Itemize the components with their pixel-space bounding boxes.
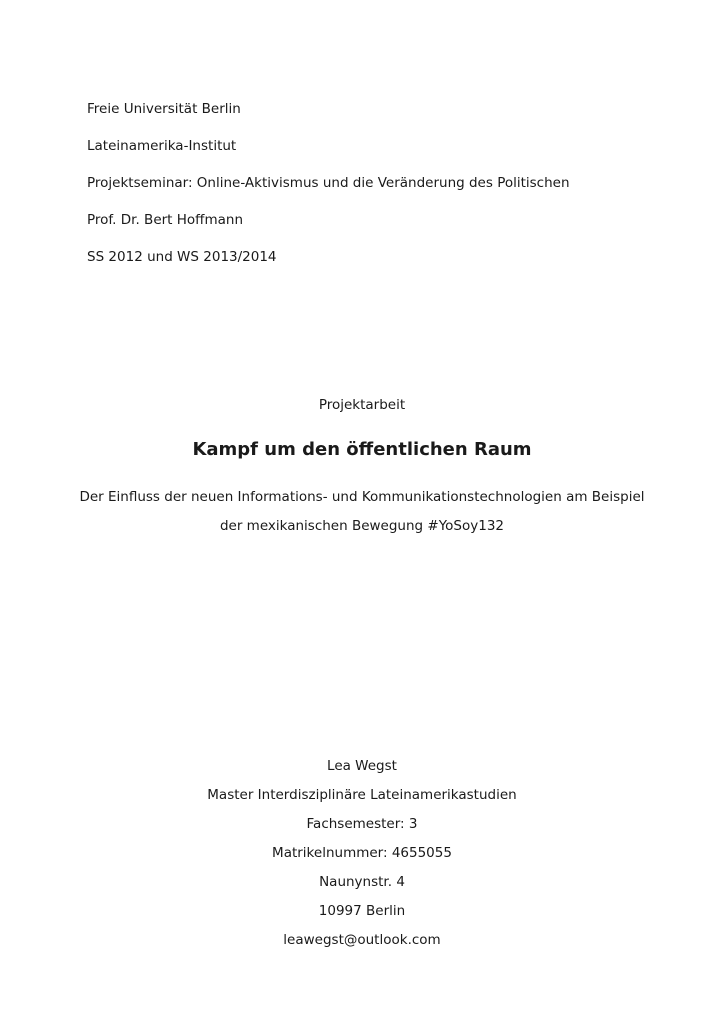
street-address: Naunynstr. 4 [319, 874, 405, 890]
seminar-name: Projektseminar: Online-Aktivismus und die Veränderung des Politischen [87, 175, 570, 191]
author-info [0, 757, 724, 960]
professor-name: Prof. Dr. Bert Hoffmann [87, 212, 244, 228]
city-address: 10997 Berlin [318, 903, 406, 919]
document-type: Projektarbeit [318, 397, 406, 413]
university-name: Freie Universität Berlin [87, 101, 241, 117]
matriculation-number: Matrikelnummer: 4655055 [272, 845, 452, 861]
email-address: leawegst@outlook.com [283, 932, 441, 948]
institution-header [87, 100, 570, 285]
semester-period: SS 2012 und WS 2013/2014 [87, 249, 277, 265]
subtitle-line-1: Der Einfluss der neuen Informations- und Kommunikationstechnologien am Beispiel [79, 489, 645, 505]
document-title: Kampf um den öffentlichen Raum [192, 439, 532, 460]
subtitle-line-2: der mexikanischen Bewegung #YoSoy132 [219, 518, 505, 534]
study-program: Master Interdisziplinäre Lateinamerikastudien [207, 787, 517, 803]
institute-name: Lateinamerika-Institut [87, 138, 237, 154]
author-name: Lea Wegst [327, 758, 397, 774]
semester-count: Fachsemester: 3 [306, 816, 418, 832]
